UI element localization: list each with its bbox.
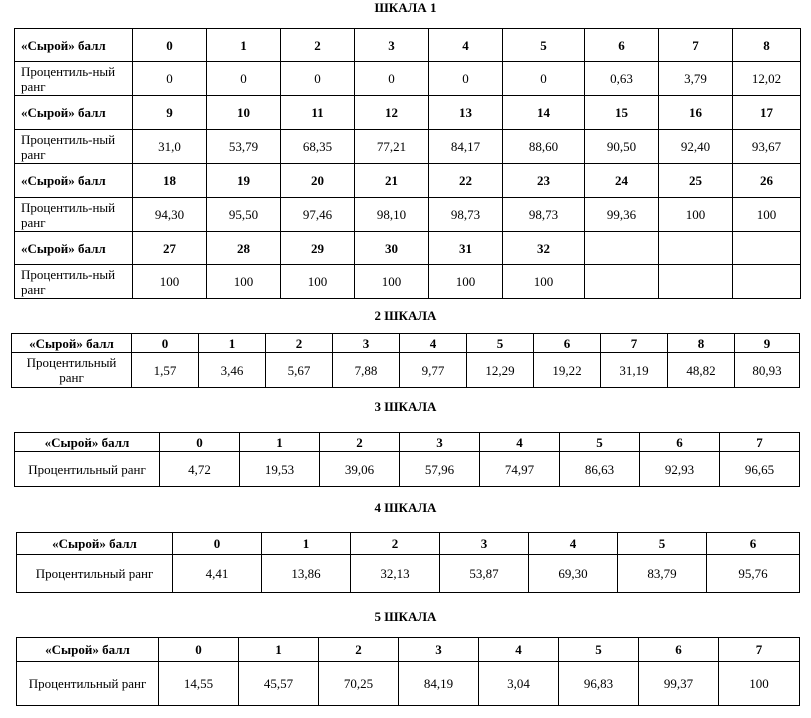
raw-score-cell [585,232,659,265]
raw-score-cell: 1 [199,334,266,353]
scale1-raw-row [15,29,801,62]
scale2-raw-row [12,334,800,353]
raw-score-cell: 7 [720,433,800,452]
percentile-cell: 84,17 [429,130,503,164]
percentile-cell: 77,21 [355,130,429,164]
raw-score-cell: 8 [733,29,801,62]
percentile-cell: 99,36 [585,198,659,232]
raw-score-cell: 11 [281,96,355,130]
scale4-raw-label: «Сырой» балл [17,533,173,555]
percentile-cell: 74,97 [480,452,560,487]
percentile-cell: 93,67 [733,130,801,164]
raw-score-cell: 6 [585,29,659,62]
percentile-cell: 83,79 [618,555,707,593]
percentile-cell: 1,57 [132,353,199,388]
raw-score-cell: 25 [659,164,733,198]
percentile-cell: 99,37 [639,662,719,706]
scale1-table [14,28,801,299]
percentile-cell: 12,29 [467,353,534,388]
scale1-pct-row [15,130,801,164]
raw-score-cell: 1 [239,638,319,662]
scale2-table [11,333,800,388]
percentile-cell: 96,83 [559,662,639,706]
percentile-cell: 95,50 [207,198,281,232]
percentile-cell: 32,13 [351,555,440,593]
percentile-cell: 97,46 [281,198,355,232]
raw-score-cell: 26 [733,164,801,198]
percentile-cell: 92,40 [659,130,733,164]
percentile-cell: 3,79 [659,62,733,96]
percentile-cell: 100 [503,265,585,299]
percentile-cell: 94,30 [133,198,207,232]
scale4-pct-row [17,555,800,593]
raw-score-cell: 2 [351,533,440,555]
raw-score-cell: 28 [207,232,281,265]
raw-score-cell: 1 [207,29,281,62]
raw-score-cell: 6 [640,433,720,452]
scale1-raw-label: «Сырой» балл [15,164,133,198]
percentile-cell: 0 [355,62,429,96]
scale2-pct-row [12,353,800,388]
scale1-pct-row [15,198,801,232]
scale3-pct-label: Процентильный ранг [15,452,160,487]
scale4-table [16,532,800,593]
raw-score-cell: 4 [529,533,618,555]
scale5-table [16,637,800,706]
percentile-cell: 92,93 [640,452,720,487]
percentile-cell: 100 [281,265,355,299]
raw-score-cell: 3 [355,29,429,62]
percentile-cell: 31,0 [133,130,207,164]
percentile-cell: 100 [429,265,503,299]
raw-score-cell: 15 [585,96,659,130]
percentile-cell: 0 [133,62,207,96]
raw-score-cell: 17 [733,96,801,130]
raw-score-cell: 0 [160,433,240,452]
raw-score-cell [733,232,801,265]
scale2-title: 2 ШКАЛА [374,308,437,323]
raw-score-cell: 0 [159,638,239,662]
raw-score-cell: 5 [618,533,707,555]
raw-score-cell: 7 [659,29,733,62]
raw-score-cell: 10 [207,96,281,130]
scale3-pct-row [15,452,800,487]
raw-score-cell: 12 [355,96,429,130]
scale4-title: 4 ШКАЛА [374,500,437,515]
raw-score-cell: 3 [440,533,529,555]
percentile-cell: 100 [207,265,281,299]
raw-score-cell: 4 [480,433,560,452]
percentile-cell: 0,63 [585,62,659,96]
scale1-raw-row [15,96,801,130]
raw-score-cell: 14 [503,96,585,130]
raw-score-cell: 6 [534,334,601,353]
percentile-cell: 100 [133,265,207,299]
percentile-cell: 7,88 [333,353,400,388]
raw-score-cell: 0 [173,533,262,555]
percentile-cell: 68,35 [281,130,355,164]
percentile-cell: 14,55 [159,662,239,706]
percentile-cell: 80,93 [735,353,800,388]
scale1-raw-row [15,164,801,198]
scale1-pct-label: Процентиль-ный ранг [15,62,133,96]
percentile-cell: 3,46 [199,353,266,388]
percentile-cell: 0 [503,62,585,96]
raw-score-cell: 2 [319,638,399,662]
raw-score-cell: 6 [639,638,719,662]
raw-score-cell: 31 [429,232,503,265]
raw-score-cell: 4 [400,334,467,353]
percentile-cell: 88,60 [503,130,585,164]
raw-score-cell: 1 [262,533,351,555]
percentile-cell: 19,22 [534,353,601,388]
raw-score-cell: 19 [207,164,281,198]
scale1-pct-row [15,62,801,96]
raw-score-cell: 18 [133,164,207,198]
raw-score-cell: 20 [281,164,355,198]
scale1-pct-label: Процентиль-ный ранг [15,198,133,232]
raw-score-cell: 5 [560,433,640,452]
percentile-cell: 4,72 [160,452,240,487]
percentile-cell: 4,41 [173,555,262,593]
scale1-raw-label: «Сырой» балл [15,29,133,62]
percentile-cell: 9,77 [400,353,467,388]
raw-score-cell: 32 [503,232,585,265]
raw-score-cell: 22 [429,164,503,198]
scale1-title: ШКАЛА 1 [374,0,437,15]
raw-score-cell: 0 [133,29,207,62]
raw-score-cell: 24 [585,164,659,198]
raw-score-cell: 9 [735,334,800,353]
percentile-cell: 69,30 [529,555,618,593]
percentile-cell: 3,04 [479,662,559,706]
scale1-pct-label: Процентиль-ный ранг [15,130,133,164]
scale5-pct-label: Процентильный ранг [17,662,159,706]
percentile-cell: 84,19 [399,662,479,706]
raw-score-cell: 7 [719,638,800,662]
percentile-cell: 0 [207,62,281,96]
percentile-cell: 12,02 [733,62,801,96]
percentile-cell: 100 [733,198,801,232]
percentile-cell: 98,10 [355,198,429,232]
percentile-cell: 0 [281,62,355,96]
raw-score-cell: 1 [240,433,320,452]
raw-score-cell [659,232,733,265]
raw-score-cell: 0 [132,334,199,353]
percentile-cell: 98,73 [503,198,585,232]
raw-score-cell: 6 [707,533,800,555]
raw-score-cell: 3 [400,433,480,452]
scale3-raw-row [15,433,800,452]
raw-score-cell: 2 [266,334,333,353]
percentile-cell: 96,65 [720,452,800,487]
scale5-title: 5 ШКАЛА [374,609,437,624]
raw-score-cell: 5 [467,334,534,353]
raw-score-cell: 29 [281,232,355,265]
raw-score-cell: 5 [503,29,585,62]
scale3-table [14,432,800,487]
raw-score-cell: 21 [355,164,429,198]
scale2-pct-label: Процентильный ранг [12,353,132,388]
raw-score-cell: 23 [503,164,585,198]
raw-score-cell: 3 [333,334,400,353]
percentile-cell: 5,67 [266,353,333,388]
percentile-cell [659,265,733,299]
percentile-cell [585,265,659,299]
scale4-raw-row [17,533,800,555]
percentile-cell: 57,96 [400,452,480,487]
scale2-raw-label: «Сырой» балл [12,334,132,353]
scale3-raw-label: «Сырой» балл [15,433,160,452]
percentile-cell: 48,82 [668,353,735,388]
raw-score-cell: 9 [133,96,207,130]
raw-score-cell: 2 [281,29,355,62]
scale1-raw-label: «Сырой» балл [15,96,133,130]
percentile-cell [733,265,801,299]
percentile-cell: 86,63 [560,452,640,487]
percentile-cell: 70,25 [319,662,399,706]
raw-score-cell: 7 [601,334,668,353]
raw-score-cell: 3 [399,638,479,662]
scale5-raw-label: «Сырой» балл [17,638,159,662]
raw-score-cell: 13 [429,96,503,130]
percentile-cell: 98,73 [429,198,503,232]
scale4-pct-label: Процентильный ранг [17,555,173,593]
scale1-pct-row [15,265,801,299]
raw-score-cell: 8 [668,334,735,353]
percentile-cell: 100 [659,198,733,232]
raw-score-cell: 30 [355,232,429,265]
scale1-raw-row [15,232,801,265]
scale3-title: 3 ШКАЛА [374,399,437,414]
scale1-raw-label: «Сырой» балл [15,232,133,265]
scale1-pct-label: Процентиль-ный ранг [15,265,133,299]
raw-score-cell: 4 [429,29,503,62]
percentile-cell: 100 [355,265,429,299]
percentile-cell: 0 [429,62,503,96]
percentile-cell: 45,57 [239,662,319,706]
percentile-cell: 31,19 [601,353,668,388]
scale5-pct-row [17,662,800,706]
percentile-cell: 13,86 [262,555,351,593]
percentile-cell: 100 [719,662,800,706]
percentile-cell: 19,53 [240,452,320,487]
raw-score-cell: 27 [133,232,207,265]
percentile-cell: 95,76 [707,555,800,593]
raw-score-cell: 16 [659,96,733,130]
raw-score-cell: 4 [479,638,559,662]
scale5-raw-row [17,638,800,662]
raw-score-cell: 2 [320,433,400,452]
percentile-cell: 39,06 [320,452,400,487]
percentile-cell: 53,87 [440,555,529,593]
percentile-cell: 53,79 [207,130,281,164]
percentile-cell: 90,50 [585,130,659,164]
raw-score-cell: 5 [559,638,639,662]
